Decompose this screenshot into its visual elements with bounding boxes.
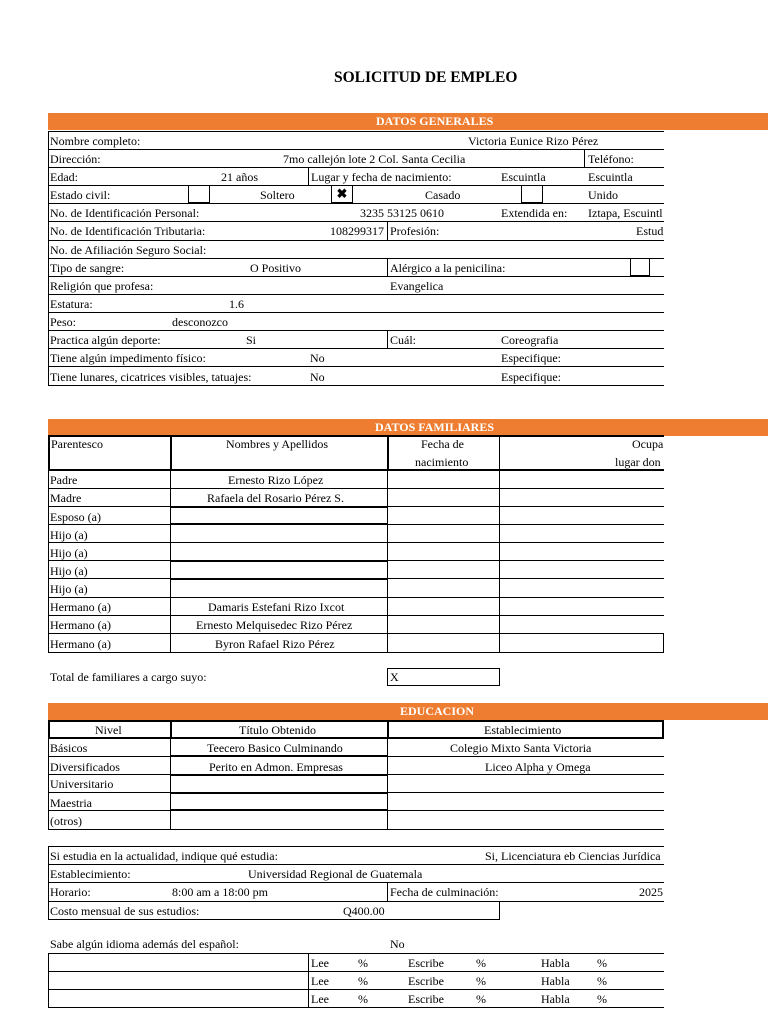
- escribe-pct: %: [476, 992, 486, 1006]
- total-familiares-value: X: [390, 670, 399, 684]
- section-title-educacion: EDUCACION: [400, 704, 475, 718]
- section-bar-educacion: [48, 703, 768, 720]
- table-row-nivel: Básicos: [50, 741, 88, 755]
- escribe-pct: %: [476, 974, 486, 988]
- lee-label: Lee: [311, 974, 329, 988]
- escribe-label: Escribe: [408, 974, 444, 988]
- unido-label: Unido: [588, 188, 618, 202]
- table-row-parentesco: Hermano (a): [50, 637, 111, 651]
- establecimiento-label: Establecimiento:: [50, 867, 131, 881]
- edad-label: Edad:: [50, 170, 78, 184]
- igss-label: No. de Afiliación Seguro Social:: [50, 243, 207, 257]
- col-establecimiento: Establecimiento: [484, 723, 562, 737]
- direccion-label: Dirección:: [50, 152, 101, 166]
- col-parentesco: Parentesco: [51, 437, 103, 451]
- checkbox-alergico[interactable]: [630, 258, 650, 276]
- table-row-nombre: Byron Rafael Rizo Pérez: [215, 637, 335, 651]
- lugar-label: Lugar y fecha de nacimiento:: [311, 170, 452, 184]
- estatura-label: Estatura:: [50, 297, 93, 311]
- especifique-label: Especifique:: [501, 351, 561, 365]
- casado-label: Casado: [425, 188, 461, 202]
- peso-label: Peso:: [50, 315, 77, 329]
- section-bar-familiares: [48, 419, 768, 436]
- table-row-nombre: Rafaela del Rosario Pérez S.: [207, 491, 344, 505]
- extendida-label: Extendida en:: [501, 206, 568, 220]
- table-row-parentesco: Hijo (a): [50, 582, 88, 596]
- table-row-titulo: Teecero Basico Culminando: [207, 741, 343, 755]
- sangre-label: Tipo de sangre:: [50, 261, 125, 275]
- table-row-parentesco: Hermano (a): [50, 618, 111, 632]
- religion-value: Evangelica: [390, 279, 444, 293]
- table-row-nivel: Universitario: [50, 777, 114, 791]
- horario-label: Horario:: [50, 885, 91, 899]
- col-ocupacion-2: lugar don: [615, 455, 661, 469]
- nombre-label: Nombre completo:: [50, 134, 141, 148]
- especifique-label-2: Especifique:: [501, 370, 561, 384]
- profesion-label: Profesión:: [390, 224, 440, 238]
- total-familiares-field[interactable]: [387, 668, 500, 686]
- col-nivel: Nivel: [95, 723, 122, 737]
- lee-pct: %: [358, 974, 368, 988]
- table-row-establecimiento: Colegio Mixto Santa Victoria: [450, 741, 592, 755]
- table-row-titulo: Perito en Admon. Empresas: [209, 760, 343, 774]
- habla-label: Habla: [541, 992, 570, 1006]
- checkbox-blank-1[interactable]: [188, 185, 210, 203]
- religion-label: Religión que profesa:: [50, 279, 154, 293]
- lunares-label: Tiene lunares, cicatrices visibles, tatuajes:: [50, 370, 252, 384]
- estatura-value: 1.6: [229, 297, 244, 311]
- table-row-nivel: Maestria: [50, 796, 92, 810]
- table-row-parentesco: Madre: [50, 491, 82, 505]
- lee-label: Lee: [311, 992, 329, 1006]
- checkbox-casado[interactable]: [521, 185, 543, 203]
- table-row-establecimiento: Liceo Alpha y Omega: [485, 760, 591, 774]
- habla-pct: %: [597, 956, 607, 970]
- estado-civil-label: Estado civil:: [50, 188, 111, 202]
- deporte-label: Practica algún deporte:: [50, 333, 161, 347]
- impedimento-value: No: [310, 351, 325, 365]
- escribe-pct: %: [476, 956, 486, 970]
- peso-value: desconozco: [172, 315, 228, 329]
- section-title-familiares: DATOS FAMILIARES: [375, 420, 495, 434]
- escribe-label: Escribe: [408, 992, 444, 1006]
- col-ocupacion-1: Ocupa: [632, 437, 664, 451]
- establecimiento-value: Universidad Regional de Guatemala: [248, 867, 423, 881]
- table-row-nombre: Ernesto Melquisedec Rizo Pérez: [196, 618, 353, 632]
- cual-value: Coreografia: [501, 333, 559, 347]
- telefono-label: Teléfono:: [588, 152, 634, 166]
- table-row-nombre: Damaris Estefani Rizo Ixcot: [208, 600, 345, 614]
- table-row-parentesco: Padre: [50, 473, 78, 487]
- culminacion-label: Fecha de culminación:: [390, 885, 499, 899]
- profesion-value: Estud: [636, 224, 664, 238]
- table-row-parentesco: Hijo (a): [50, 564, 88, 578]
- col-nombres: Nombres y Apellidos: [226, 437, 328, 451]
- table-row-parentesco: Hijo (a): [50, 546, 88, 560]
- direccion-value: 7mo callejón lote 2 Col. Santa Cecilia: [283, 152, 466, 166]
- idioma-label: Sabe algún idioma además del español:: [50, 937, 239, 951]
- dpi-value: 3235 53125 0610: [360, 206, 444, 220]
- soltero-label: Soltero: [260, 188, 295, 202]
- habla-label: Habla: [541, 974, 570, 988]
- table-row-nivel: (otros): [50, 814, 82, 828]
- table-row-nivel: Diversificados: [50, 760, 120, 774]
- deporte-value: Si: [246, 333, 257, 347]
- horario-value: 8:00 am a 18:00 pm: [172, 885, 268, 899]
- lee-pct: %: [358, 956, 368, 970]
- lugar-value: Escuintla: [501, 170, 546, 184]
- table-row-parentesco: Hijo (a): [50, 528, 88, 542]
- col-fecha-2: nacimiento: [415, 455, 469, 469]
- impedimento-label: Tiene algún impedimento físico:: [50, 351, 206, 365]
- total-familiares-label: Total de familiares a cargo suyo:: [50, 670, 207, 684]
- lugar-value-2: Escuintla: [588, 170, 633, 184]
- cual-label: Cuál:: [390, 333, 416, 347]
- dpi-label: No. de Identificación Personal:: [50, 206, 200, 220]
- extendida-value: Iztapa, Escuintl: [588, 206, 663, 220]
- estudia-value: Si, Licenciatura eb Ciencias Jurídica: [485, 849, 661, 863]
- section-title-generales: DATOS GENERALES: [376, 114, 494, 128]
- page-title: SOLICITUD DE EMPLEO: [334, 69, 518, 86]
- habla-pct: %: [597, 974, 607, 988]
- table-row-parentesco: Esposo (a): [50, 510, 101, 524]
- habla-label: Habla: [541, 956, 570, 970]
- col-fecha-1: Fecha de: [421, 437, 464, 451]
- estudia-label: Si estudia en la actualidad, indique qué estudia:: [50, 849, 278, 863]
- checkbox-soltero[interactable]: [331, 185, 353, 203]
- habla-pct: %: [597, 992, 607, 1006]
- table-row-nombre: Ernesto Rizo López: [228, 473, 324, 487]
- escribe-label: Escribe: [408, 956, 444, 970]
- edad-value: 21 años: [221, 170, 258, 184]
- costo-value: Q400.00: [343, 904, 385, 918]
- x-mark-icon: ✖: [336, 186, 348, 201]
- lee-label: Lee: [311, 956, 329, 970]
- lunares-value: No: [310, 370, 325, 384]
- nit-label: No. de Identificación Tributaria:: [50, 224, 206, 238]
- culminacion-value: 2025: [639, 885, 663, 899]
- costo-label: Costo mensual de sus estudios:: [50, 904, 200, 918]
- table-row-parentesco: Hermano (a): [50, 600, 111, 614]
- nit-value: 108299317: [330, 224, 384, 238]
- idioma-value: No: [390, 937, 405, 951]
- col-titulo: Título Obtenido: [239, 723, 316, 737]
- section-bar-generales: [48, 113, 768, 130]
- alergico-label: Alérgico a la penicilina:: [390, 261, 506, 275]
- nombre-value: Victoria Eunice Rizo Pérez: [468, 134, 599, 148]
- lee-pct: %: [358, 992, 368, 1006]
- sangre-value: O Positivo: [250, 261, 302, 275]
